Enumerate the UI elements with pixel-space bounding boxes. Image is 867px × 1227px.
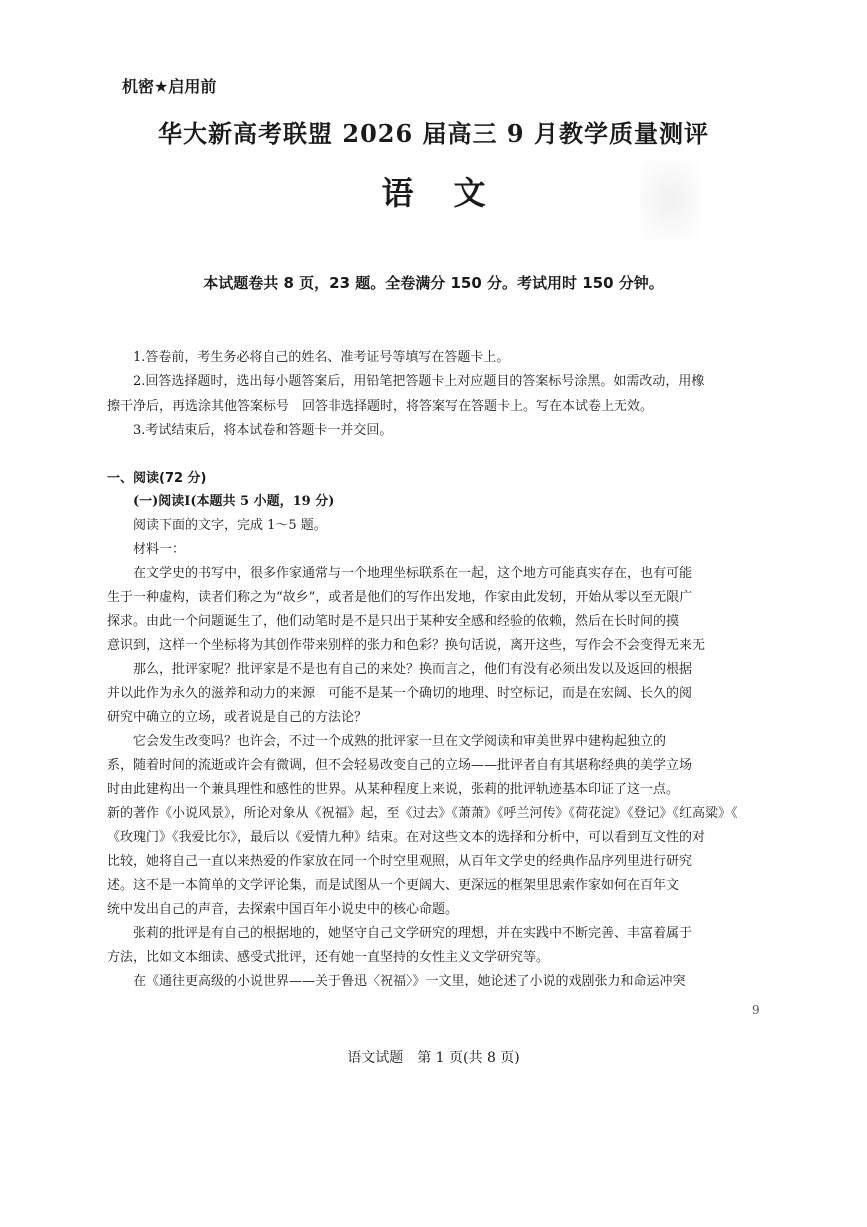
section-heading: 一、阅读(72 分)	[107, 471, 207, 486]
passage-line: 方法，比如文本细读、感受式批评，还有她一直坚持的女性主义文学研究等。	[107, 950, 550, 965]
passage-line: 比较，她将自己一直以来热爱的作家放在同一个时空里观照，从百年文学史的经典作品序列里进行研究	[107, 854, 693, 869]
passage-line: 研究中确立的立场，或者说是自己的方法论？	[107, 710, 368, 725]
notice-item: 擦干净后，再选涂其他答案标号 回答非选择题时，将答案写在答题卡上。写在本试卷上无效。	[107, 399, 654, 414]
page-edge-mark: 9	[752, 1003, 760, 1017]
passage-line: 并以此作为永久的滋养和动力的来源 可能不是某一个确切的地理、时空标记，而是在宏阔、长久的阅	[107, 686, 693, 701]
passage-line: 系，随着时间的流逝或许会有微调，但不会轻易改变自己的立场——批评者自有其堪称经典的美学立场	[107, 758, 693, 773]
subject-title: 语文	[381, 174, 526, 212]
passage-line: 在文学史的书写中，很多作家通常与一个地理坐标联系在一起，这个地方可能真实存在，也有可能	[133, 566, 693, 581]
passage-line: 《玫瑰门》《我爱比尔》，最后以《爱情九种》结束。在对这些文本的选择和分析中，可以看到互文性的对	[107, 830, 706, 845]
notice-item: 2.回答选择题时，选出每小题答案后，用铅笔把答题卡上对应题目的答案标号涂黑。如需改动，用橡	[133, 374, 705, 389]
passage-line: 张莉的批评是有自己的根据地的，她坚守自己文学研究的理想，并在实践中不断完善、丰富着属于	[133, 926, 693, 941]
passage-line: 述。这不是一本简单的文学评论集，而是试图从一个更阔大、更深远的框架里思索作家如何在百年文	[107, 878, 680, 893]
passage-line: 它会发生改变吗？也许会，不过一个成熟的批评家一旦在文学阅读和审美世界中建构起独立的	[133, 734, 667, 749]
confidential-label: 机密★启用前	[122, 77, 217, 96]
passage-line: 时由此建构出一个兼具理性和感性的世界。从某种程度上来说，张莉的批评轨迹基本印证了这一点。	[107, 782, 680, 797]
page-footer: 语文试题 第 1 页(共 8 页)	[347, 1050, 520, 1066]
passage-line: 生于一种虚构，读者们称之为“故乡”，或者是他们的写作出发地，作家由此发轫，开始从零以至无限广	[107, 590, 693, 605]
exam-info: 本试题卷共 8 页，23 题。全卷满分 150 分。考试用时 150 分钟。	[203, 274, 664, 292]
passage-line: 那么，批评家呢？批评家是不是也有自己的来处？换而言之，他们有没有必须出发以及返回的根据	[133, 662, 693, 677]
passage-line: 探求。由此一个问题诞生了，他们动笔时是不是只出于某种安全感和经验的依赖，然后在长时间的摸	[107, 614, 680, 629]
exam-title: 华大新高考联盟 2026 届高三 9 月教学质量测评	[158, 119, 709, 148]
material-label: 材料一：	[133, 542, 186, 557]
passage-line: 统中发出自己的声音，去探索中国百年小说史中的核心命题。	[107, 902, 459, 917]
subsection-heading: (一)阅读Ⅰ(本题共 5 小题，19 分)	[133, 494, 335, 509]
passage-line: 新的著作《小说风景》，所论对象从《祝福》起，至《过去》《萧萧》《呼兰河传》《荷花淀》《登记》《红高粱》《	[107, 806, 738, 821]
notice-item: 3.考试结束后，将本试卷和答题卡一并交回。	[133, 423, 393, 438]
instruction: 阅读下面的文字，完成 1～5 题。	[133, 518, 327, 533]
notice-item: 1.答卷前，考生务必将自己的姓名、准考证号等填写在答题卡上。	[133, 350, 510, 365]
passage-line: 在《通往更高级的小说世界——关于鲁迅〈祝福〉》一文里，她论述了小说的戏剧张力和命运冲突	[133, 974, 686, 989]
passage-line: 意识到，这样一个坐标将为其创作带来别样的张力和色彩？换句话说，离开这些，写作会不会变得无来无	[107, 638, 706, 653]
